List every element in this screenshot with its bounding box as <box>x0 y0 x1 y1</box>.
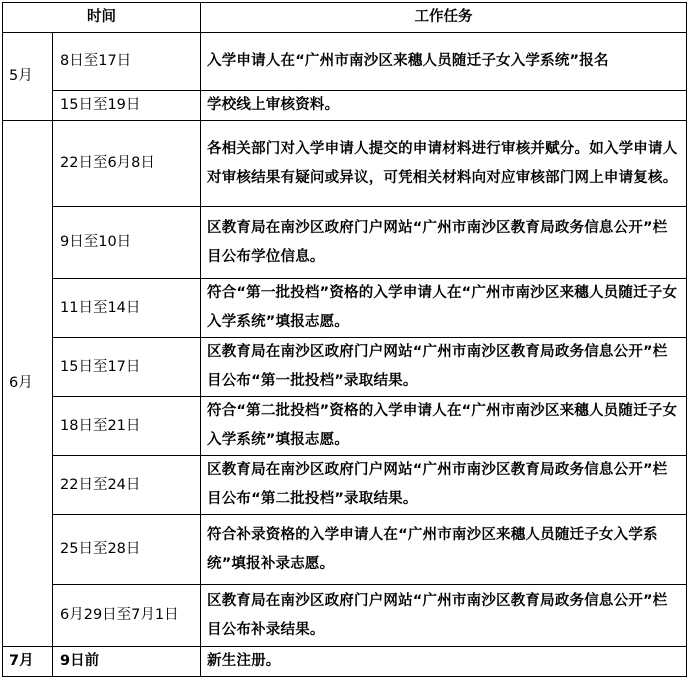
table-row <box>3 397 687 456</box>
date-cell: 22日至24日 <box>53 456 201 515</box>
date-cell: 9日至10日 <box>53 207 201 279</box>
date-cell: 15日至19日 <box>53 91 201 121</box>
task-cell: 符合“第二批投档”资格的入学申请人在“广州市南沙区来穗人员随迁子女入学系统”填报志愿。 <box>201 397 687 456</box>
task-cell: 区教育局在南沙区政府门户网站“广州市南沙区教育局政务信息公开”栏目公布学位信息。 <box>201 207 687 279</box>
task-cell: 区教育局在南沙区政府门户网站“广州市南沙区教育局政务信息公开”栏目公布“第二批投档”录取结果。 <box>201 456 687 515</box>
month-cell: 5月 <box>3 33 53 121</box>
date-cell: 22日至6月8日 <box>53 121 201 207</box>
date-cell: 9日前 <box>53 647 201 677</box>
table-row <box>3 91 687 121</box>
date-cell: 18日至21日 <box>53 397 201 456</box>
task-cell: 符合补录资格的入学申请人在“广州市南沙区来穗人员随迁子女入学系统”填报补录志愿。 <box>201 515 687 585</box>
task-cell: 新生注册。 <box>201 647 687 677</box>
table-row <box>3 279 687 338</box>
table-row <box>3 207 687 279</box>
month-cell: 6月 <box>3 121 53 647</box>
date-cell: 15日至17日 <box>53 338 201 397</box>
date-cell: 6月29日至7月1日 <box>53 585 201 647</box>
task-cell: 学校线上审核资料。 <box>201 91 687 121</box>
table-row <box>3 585 687 647</box>
task-cell: 区教育局在南沙区政府门户网站“广州市南沙区教育局政务信息公开”栏目公布“第一批投档”录取结果。 <box>201 338 687 397</box>
date-cell: 11日至14日 <box>53 279 201 338</box>
date-cell: 25日至28日 <box>53 515 201 585</box>
header-task: 工作任务 <box>201 3 687 33</box>
table-row <box>3 121 687 207</box>
header-time: 时间 <box>3 3 201 33</box>
schedule-table <box>2 2 687 677</box>
table-row <box>3 33 687 91</box>
task-cell: 区教育局在南沙区政府门户网站“广州市南沙区教育局政务信息公开”栏目公布补录结果。 <box>201 585 687 647</box>
task-cell: 入学申请人在“广州市南沙区来穗人员随迁子女入学系统”报名 <box>201 33 687 91</box>
table-row <box>3 515 687 585</box>
schedule-document <box>2 2 686 690</box>
month-cell: 7月 <box>3 647 53 677</box>
task-cell: 符合“第一批投档”资格的入学申请人在“广州市南沙区来穗人员随迁子女入学系统”填报志愿。 <box>201 279 687 338</box>
table-row <box>3 647 687 677</box>
table-row <box>3 338 687 397</box>
task-cell: 各相关部门对入学申请人提交的申请材料进行审核并赋分。如入学申请人对审核结果有疑问或异议，可凭相关材料向对应审核部门网上申请复核。 <box>201 121 687 207</box>
table-row <box>3 456 687 515</box>
table-header-row <box>3 3 687 33</box>
date-cell: 8日至17日 <box>53 33 201 91</box>
